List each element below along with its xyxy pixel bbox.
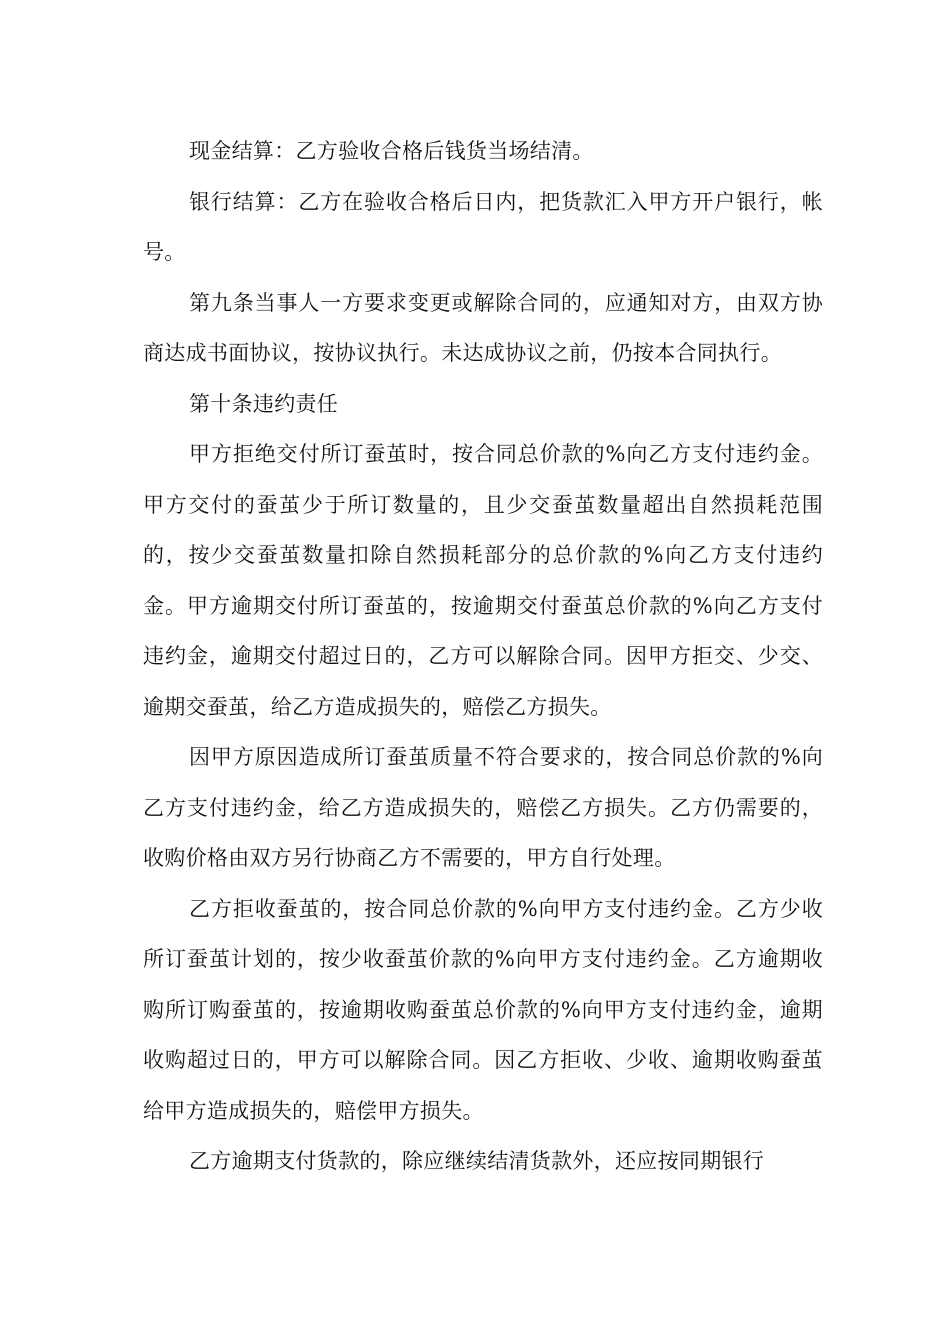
paragraph-cash-settlement: 现金结算：乙方验收合格后钱货当场结清。 xyxy=(189,139,594,163)
paragraph-article-9: 第九条当事人一方要求变更或解除合同的，应通知对方，由双方协商达成书面协议，按协议执行。未达成协议之前，仍按本合同执行。 xyxy=(143,290,823,365)
paragraph-party-a-breach: 甲方拒绝交付所订蚕茧时，按合同总价款的%向乙方支付违约金。甲方交付的蚕茧少于所订数量的，且少交蚕茧数量超出自然损耗范围的，按少交蚕茧数量扣除自然损耗部分的总价款的%向乙方支付违约金。甲方逾期交付所订蚕茧的，按逾期交付蚕茧总价款的%向乙方支付违约金，逾期交付超过日的，乙方可以解除合同。因甲方拒交、少交、逾期交蚕茧，给乙方造成损失的，赔偿乙方损失。 xyxy=(143,442,823,719)
paragraph-bank-settlement: 银行结算：乙方在验收合格后日内，把货款汇入甲方开户银行，帐号。 xyxy=(143,189,823,264)
heading-article-10: 第十条违约责任 xyxy=(189,391,339,416)
paragraph-late-payment: 乙方逾期支付货款的，除应继续结清货款外，还应按同期银行 xyxy=(189,1149,765,1173)
document-body xyxy=(143,126,823,1187)
paragraph-quality-breach: 因甲方原因造成所订蚕茧质量不符合要求的，按合同总价款的%向乙方支付违约金，给乙方造成损失的，赔偿乙方损失。乙方仍需要的，收购价格由双方另行协商乙方不需要的，甲方自行处理。 xyxy=(143,745,823,870)
paragraph-party-b-breach: 乙方拒收蚕茧的，按合同总价款的%向甲方支付违约金。乙方少收所订蚕茧计划的，按少收蚕茧价款的%向甲方支付违约金。乙方逾期收购所订购蚕茧的，按逾期收购蚕茧总价款的%向甲方支付违约金，逾期收购超过日的，甲方可以解除合同。因乙方拒收、少收、逾期收购蚕茧给甲方造成损失的，赔偿甲方损失。 xyxy=(143,896,823,1123)
